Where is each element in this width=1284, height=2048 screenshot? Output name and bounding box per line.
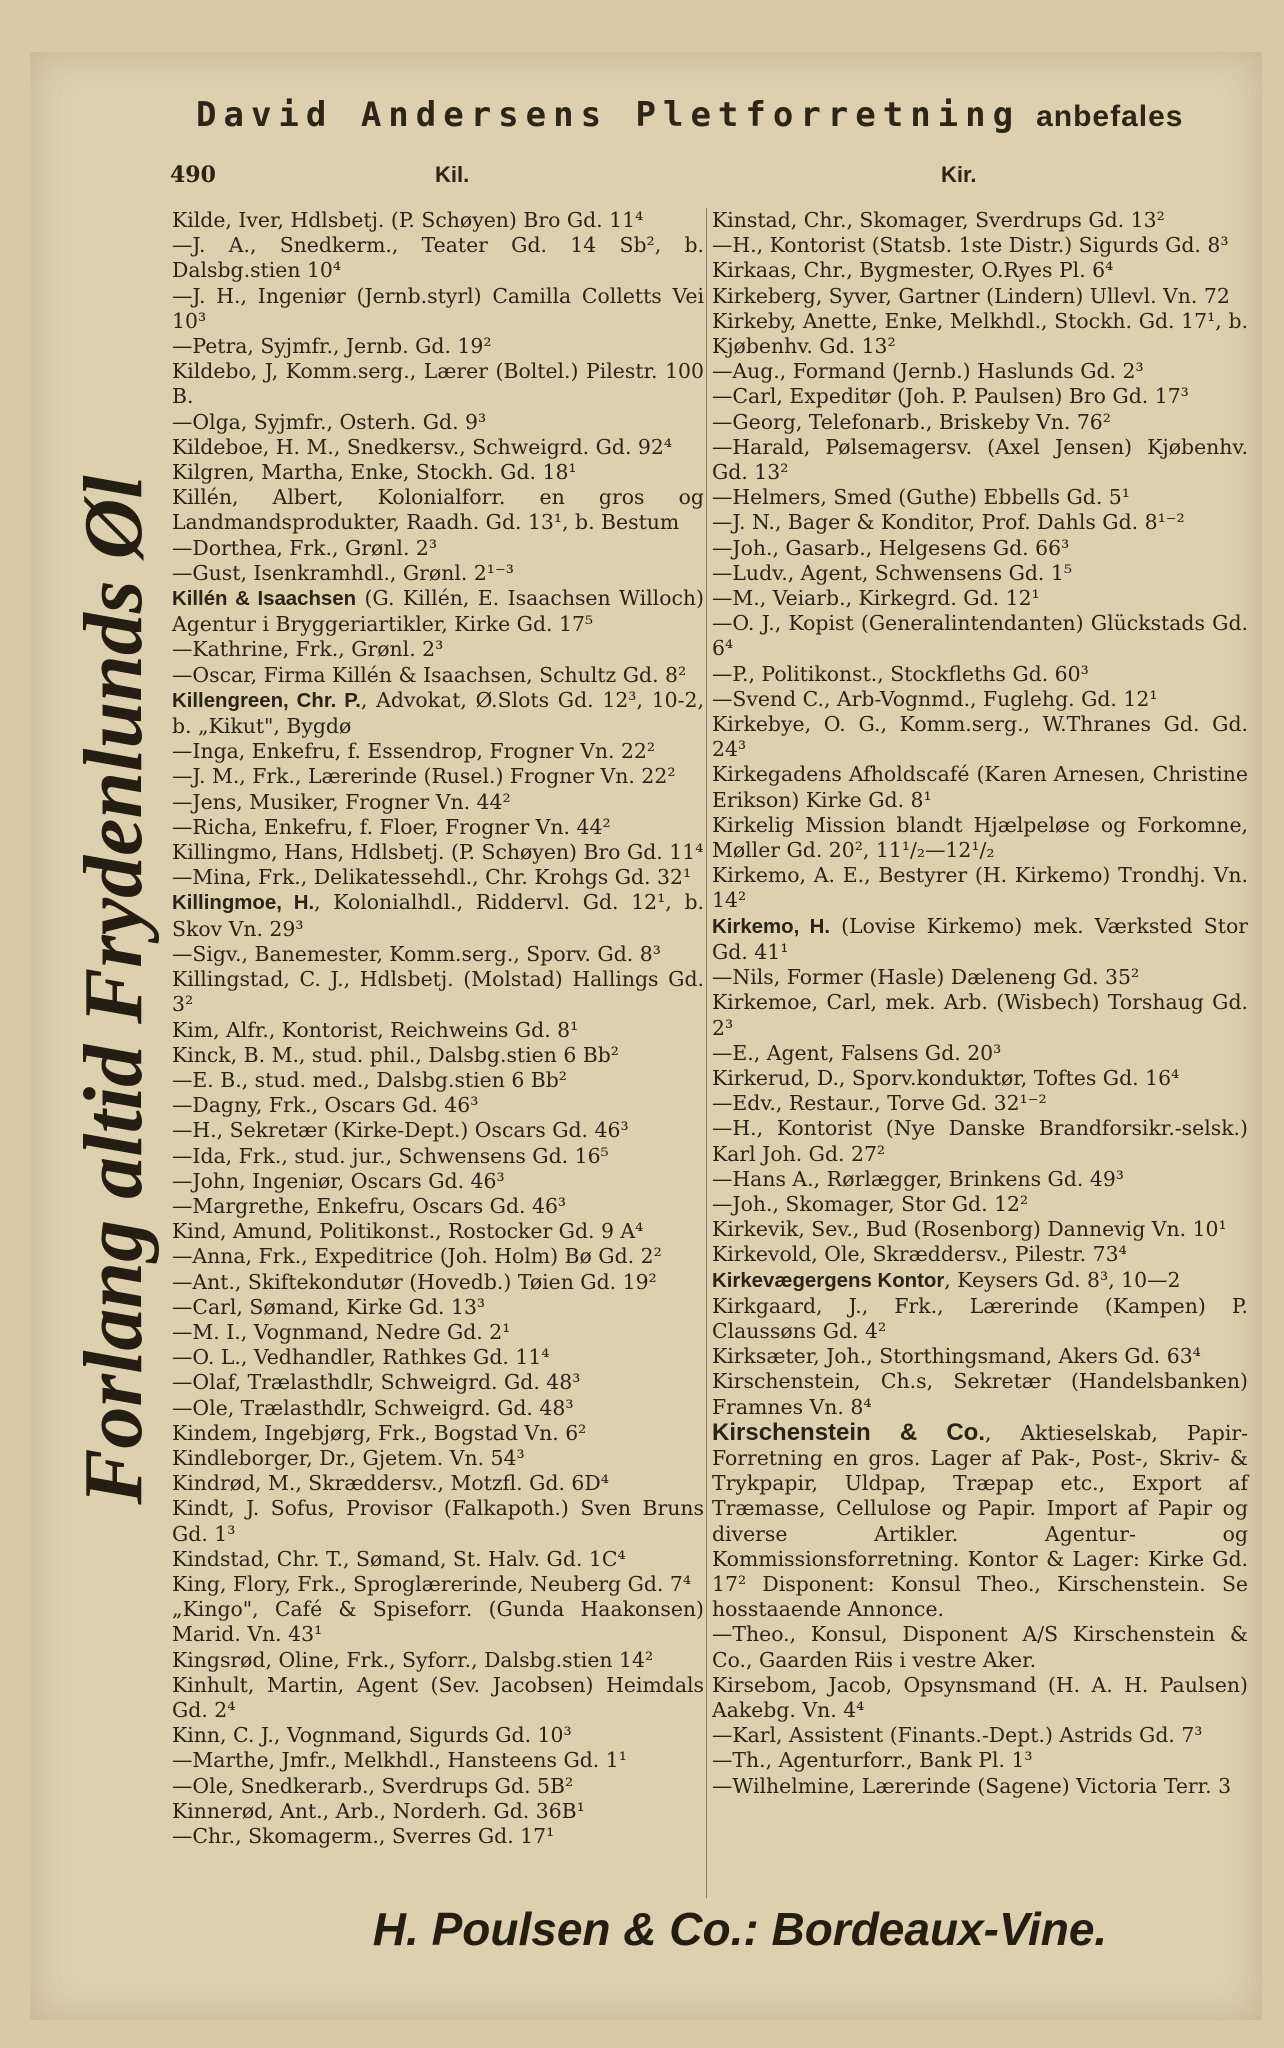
directory-entry: —H., Kontorist (Nye Danske Brandforsikr.-selsk.) Karl Joh. Gd. 27² (712, 1116, 1248, 1166)
directory-entry: —Georg, Telefonarb., Briskeby Vn. 76² (712, 409, 1111, 434)
directory-entry: —J. M., Frk., Lærerinde (Rusel.) Frogner Vn. 22² (172, 764, 676, 789)
directory-entry: —Anna, Frk., Expeditrice (Joh. Holm) Bø Gd. 2² (172, 1244, 662, 1269)
directory-entry: —Margrethe, Enkefru, Oscars Gd. 46³ (172, 1193, 567, 1218)
directory-entry: Kindem, Ingebjørg, Frk., Bogstad Vn. 6² (172, 1420, 587, 1445)
directory-entry: Kirkegadens Afholdscafé (Karen Arnesen, Christine Erikson) Kirke Gd. 8¹ (712, 762, 1248, 812)
directory-entry: Kind, Amund, Politikonst., Rostocker Gd. 9 A⁴ (172, 1219, 644, 1244)
directory-entry: Kirksæter, Joh., Storthingsmand, Akers Gd. 63⁴ (712, 1344, 1201, 1369)
directory-entry: Kirkebye, O. G., Komm.serg., W.Thranes Gd. Gd. 24³ (712, 712, 1248, 762)
directory-entry: —M. I., Vognmand, Nedre Gd. 2¹ (172, 1319, 511, 1344)
directory-entry: —Sigv., Banemester, Komm.serg., Sporv. Gd. 8³ (172, 941, 661, 966)
directory-entry: —J. A., Snedkerm., Teater Gd. 14 Sb², b. Dalsbg.stien 10⁴ (172, 233, 704, 283)
directory-entry: Kirkeberg, Syver, Gartner (Lindern) Ullevl. Vn. 72 (712, 283, 1230, 308)
directory-entry: —Kathrine, Frk., Grønl. 2³ (172, 637, 444, 662)
directory-entry: Kirkemo, A. E., Bestyrer (H. Kirkemo) Trondhj. Vn. 14² (712, 863, 1248, 913)
side-advertisement: Forlang altid Frydenlunds Øl (67, 475, 160, 1505)
directory-entry: —J. N., Bager & Konditor, Prof. Dahls Gd. 8¹⁻² (712, 510, 1185, 535)
directory-entry: Killingstad, C. J., Hdlsbetj. (Molstad) Hallings Gd. 3² (172, 967, 704, 1017)
top-ad-tail: anbefales (1036, 100, 1184, 133)
directory-entry: Kinstad, Chr., Skomager, Sverdrups Gd. 13² (712, 208, 1165, 232)
directory-entry: —Dagny, Frk., Oscars Gd. 46³ (172, 1093, 479, 1118)
directory-entry: —Wilhelmine, Lærerinde (Sagene) Victoria Terr. 3 (712, 1773, 1232, 1798)
directory-entry: —Mina, Frk., Delikatessehdl., Chr. Krohgs Gd. 32¹ (172, 865, 692, 890)
directory-entry: Kirkgaard, J., Frk., Lærerinde (Kampen) P. Claussøns Gd. 4² (712, 1293, 1248, 1343)
directory-entry: —E. B., stud. med., Dalsbg.stien 6 Bb² (172, 1067, 567, 1092)
directory-entry: —Chr., Skomagerm., Sverres Gd. 17¹ (172, 1824, 555, 1848)
directory-entry: —Hans A., Rørlægger, Brinkens Gd. 49³ (712, 1166, 1124, 1191)
directory-entry: Kindt, J. Sofus, Provisor (Falkapoth.) Sven Bruns Gd. 1³ (172, 1496, 704, 1546)
directory-entry: Kinnerød, Ant., Arb., Norderh. Gd. 36B¹ (172, 1798, 585, 1823)
directory-entry: Kirschenstein & Co., Aktieselskab, Papir-Forretning en gros. Lager af Pak-, Post-, Skriv- & Trykpapir, Uldpap, Træpap etc., Export af Træmasse, Cellulose og Papir. Import af Papir og diverse Artikler. Agentur- og Kommissionsforretning. Kontor & Lager: Kirke Gd. 17² Disponent: Konsul Theo., Kirschenstein. Se hosstaaende Annonce. (712, 1418, 1248, 1622)
directory-entry: —Dorthea, Frk., Grønl. 2³ (172, 535, 438, 560)
directory-entry: „Kingo", Café & Spiseforr. (Gunda Haakonsen) Marid. Vn. 43¹ (172, 1597, 704, 1647)
directory-entry: —Inga, Enkefru, f. Essendrop, Frogner Vn. 22² (172, 739, 656, 764)
directory-entry: Kirsebom, Jacob, Opsynsmand (H. A. H. Paulsen) Aakebg. Vn. 4⁴ (712, 1672, 1248, 1722)
directory-entry: Kilgren, Martha, Enke, Stockh. Gd. 18¹ (172, 460, 577, 485)
directory-entry: —Ole, Snedkerarb., Sverdrups Gd. 5B² (172, 1773, 574, 1798)
directory-entry: Kinn, C. J., Vognmand, Sigurds Gd. 10³ (172, 1723, 572, 1748)
page-number: 490 (170, 162, 216, 188)
directory-entry: Kim, Alfr., Kontorist, Reichweins Gd. 8¹ (172, 1017, 579, 1042)
directory-entry: —E., Agent, Falsens Gd. 20³ (712, 1040, 1002, 1065)
directory-entry: —J. H., Ingeniør (Jernb.styrl) Camilla Colletts Vei 10³ (172, 283, 704, 333)
directory-entry: Kirkemoe, Carl, mek. Arb. (Wisbech) Torshaug Gd. 2³ (712, 990, 1248, 1040)
directory-entry: Kirkevægergens Kontor, Keysers Gd. 8³, 10—2 (712, 1267, 1181, 1292)
directory-entry: Killingmoe, H., Kolonialhdl., Riddervl. Gd. 12¹, b. Skov Vn. 29³ (172, 890, 704, 941)
directory-entry: Kirschenstein, Ch.s, Sekretær (Handelsbanken) Framnes Vn. 8⁴ (712, 1369, 1248, 1419)
directory-entry: —Carl, Sømand, Kirke Gd. 13³ (172, 1294, 486, 1319)
directory-entry: Killén, Albert, Kolonialforr. en gros og Landmandsprodukter, Raadh. Gd. 13¹, b. Bestum (172, 485, 704, 535)
directory-entry: —H., Kontorist (Statsb. 1ste Distr.) Sigurds Gd. 8³ (712, 233, 1229, 258)
directory-entry: —Th., Agenturforr., Bank Pl. 1³ (712, 1748, 1033, 1773)
top-ad-main: David Andersens Pletforretning (196, 95, 1021, 135)
directory-entry: —M., Veiarb., Kirkegrd. Gd. 12¹ (712, 586, 1040, 611)
directory-entry: —Olga, Syjmfr., Osterh. Gd. 9³ (172, 409, 487, 434)
directory-entry: Kirkelig Mission blandt Hjælpeløse og Forkomne, Møller Gd. 20², 11¹/₂—12¹/₂ (712, 812, 1248, 863)
directory-entry: —Ludv., Agent, Schwensens Gd. 1⁵ (712, 560, 1073, 585)
directory-entry: Kildebo, J, Komm.serg., Lærer (Boltel.) Pilestr. 100 B. (172, 359, 704, 409)
directory-entry: —Richa, Enkefru, f. Floer, Frogner Vn. 44² (172, 814, 611, 839)
directory-entry: —Ida, Frk., stud. jur., Schwensens Gd. 16⁵ (172, 1143, 609, 1168)
column-divider (706, 208, 707, 1898)
directory-entry: —Carl, Expeditør (Joh. P. Paulsen) Bro Gd. 17³ (712, 384, 1189, 409)
left-running-head: Kil. (435, 162, 470, 187)
directory-entry: —Joh., Skomager, Stor Gd. 12² (712, 1191, 1029, 1216)
directory-entry: —Oscar, Firma Killén & Isaachsen, Schultz Gd. 8² (172, 662, 687, 687)
directory-entry: —Edv., Restaur., Torve Gd. 32¹⁻² (712, 1091, 1047, 1116)
right-column (712, 208, 1248, 1799)
directory-entry: Kirkevik, Sev., Bud (Rosenborg) Dannevig Vn. 10¹ (712, 1217, 1227, 1242)
right-running-head: Kir. (941, 162, 977, 187)
directory-entry: —Olaf, Trælasthdlr, Schweigrd. Gd. 48³ (172, 1370, 581, 1395)
directory-entry: —Marthe, Jmfr., Melkhdl., Hansteens Gd. 1¹ (172, 1748, 627, 1773)
directory-entry: Kindleborger, Dr., Gjetem. Vn. 54³ (172, 1445, 525, 1470)
directory-entry: Kinhult, Martin, Agent (Sev. Jacobsen) Heimdals Gd. 2⁴ (172, 1672, 704, 1722)
directory-entry: Kindrød, M., Skræddersv., Motzfl. Gd. 6D⁴ (172, 1471, 609, 1496)
directory-entry: Kirkaas, Chr., Bygmester, O.Ryes Pl. 6⁴ (712, 258, 1114, 283)
directory-entry: Kirkevold, Ole, Skræddersv., Pilestr. 73⁴ (712, 1242, 1127, 1267)
left-column (172, 208, 704, 1849)
directory-entry: Kinck, B. M., stud. phil., Dalsbg.stien 6 Bb² (172, 1042, 619, 1067)
directory-entry: —Theo., Konsul, Disponent A/S Kirschenstein & Co., Gaarden Riis i vestre Aker. (712, 1622, 1248, 1672)
directory-entry: —Gust, Isenkramhdl., Grønl. 2¹⁻³ (172, 560, 514, 585)
directory-entry: —Ole, Trælasthdlr, Schweigrd. Gd. 48³ (172, 1395, 574, 1420)
directory-entry: —Ant., Skiftekondutør (Hovedb.) Tøien Gd. 19² (172, 1269, 657, 1294)
directory-entry: —O. L., Vedhandler, Rathkes Gd. 11⁴ (172, 1345, 550, 1370)
directory-entry: Kindstad, Chr. T., Sømand, St. Halv. Gd. 1C⁴ (172, 1546, 626, 1571)
directory-entry: Kirkeby, Anette, Enke, Melkhdl., Stockh. Gd. 17¹, b. Kjøbenhv. Gd. 13² (712, 308, 1248, 359)
directory-entry: —Nils, Former (Hasle) Dæleneng Gd. 35² (712, 965, 1140, 990)
directory-entry: —Aug., Formand (Jernb.) Haslunds Gd. 2³ (712, 359, 1144, 384)
directory-entry: —Petra, Syjmfr., Jernb. Gd. 19² (172, 334, 492, 359)
directory-entry: Kirkemo, H. (Lovise Kirkemo) mek. Værksted Stor Gd. 41¹ (712, 913, 1248, 964)
bottom-advertisement: H. Poulsen & Co.: Bordeaux-Vine. (372, 1903, 1108, 1955)
directory-entry: Kildeboe, H. M., Snedkersv., Schweigrd. Gd. 92⁴ (172, 434, 673, 459)
top-advertisement (196, 95, 1246, 135)
directory-entry: —Joh., Gasarb., Helgesens Gd. 66³ (712, 535, 1070, 560)
directory-entry: King, Flory, Frk., Sproglærerinde, Neuberg Gd. 7⁴ (172, 1571, 692, 1596)
directory-entry: Kirkerud, D., Sporv.konduktør, Toftes Gd. 16⁴ (712, 1065, 1180, 1090)
directory-entry: Killengreen, Chr. P., Advokat, Ø.Slots Gd. 12³, 10-2, b. „Kikut", Bygdø (172, 687, 704, 739)
directory-entry: Killingmo, Hans, Hdlsbetj. (P. Schøyen) Bro Gd. 11⁴ (172, 840, 704, 865)
directory-entry: —O. J., Kopist (Generalintendanten) Glückstads Gd. 6⁴ (712, 611, 1248, 661)
directory-entry: —H., Sekretær (Kirke-Dept.) Oscars Gd. 46³ (172, 1118, 629, 1143)
directory-entry: Kingsrød, Oline, Frk., Syforr., Dalsbg.stien 14² (172, 1647, 654, 1672)
directory-entry: —P., Politikonst., Stockfleths Gd. 60³ (712, 661, 1089, 686)
directory-entry: —Svend C., Arb-Vognmd., Fuglehg. Gd. 12¹ (712, 686, 1158, 711)
directory-entry: —Karl, Assistent (Finants.-Dept.) Astrids Gd. 7³ (712, 1723, 1203, 1748)
directory-entry: Kilde, Iver, Hdlsbetj. (P. Schøyen) Bro Gd. 11⁴ (172, 208, 644, 232)
directory-entry: —Harald, Pølsemagersv. (Axel Jensen) Kjøbenhv. Gd. 13² (712, 434, 1248, 485)
directory-entry: Killén & Isaachsen (G. Killén, E. Isaachsen Willoch) Agentur i Bryggeriartikler, Kirke Gd. 17⁵ (172, 586, 704, 637)
directory-entry: —John, Ingeniør, Oscars Gd. 46³ (172, 1168, 505, 1193)
directory-entry: —Helmers, Smed (Guthe) Ebbells Gd. 5¹ (712, 485, 1130, 510)
directory-entry: —Jens, Musiker, Frogner Vn. 44² (172, 789, 511, 814)
